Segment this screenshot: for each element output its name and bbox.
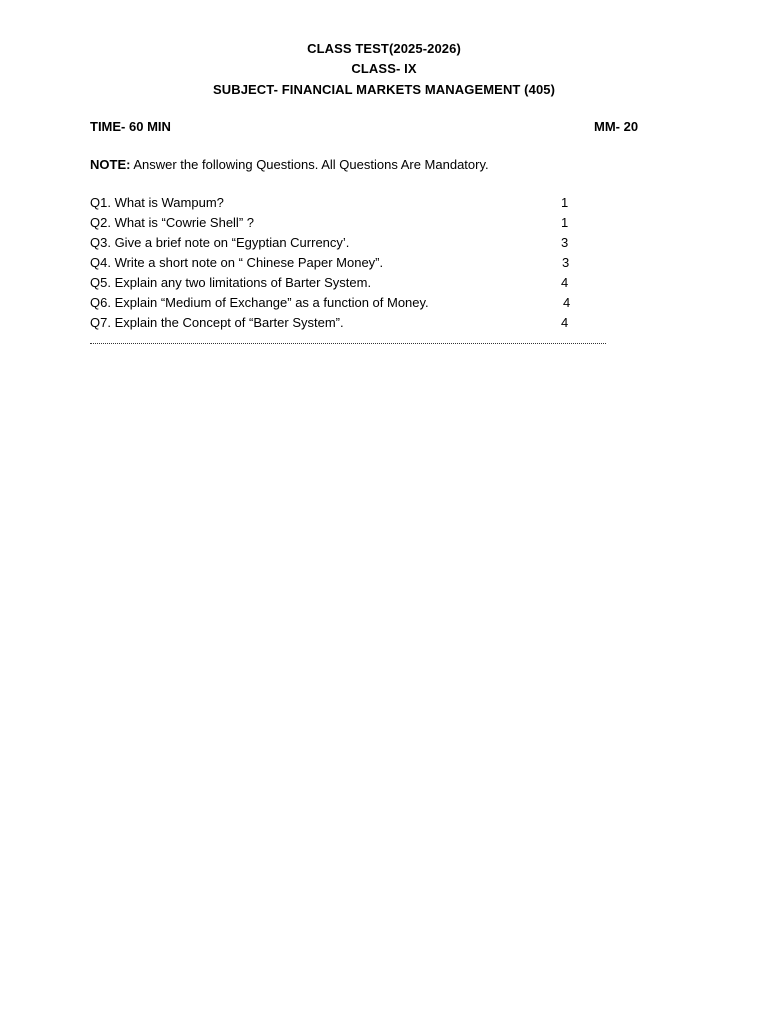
question-text: Q6. Explain “Medium of Exchange” as a function of Money. bbox=[90, 295, 429, 310]
class-label: CLASS- IX bbox=[351, 61, 417, 76]
question-marks: 3 bbox=[561, 235, 569, 250]
question-marks: 1 bbox=[561, 195, 569, 210]
question-text: Q2. What is “Cowrie Shell” ? bbox=[90, 215, 254, 230]
question-text: Q1. What is Wampum? bbox=[90, 195, 224, 210]
question-marks: 3 bbox=[562, 255, 570, 270]
question-marks: 4 bbox=[563, 295, 571, 310]
question-item bbox=[90, 215, 610, 235]
question-text: Q7. Explain the Concept of “Barter System”. bbox=[90, 315, 344, 330]
question-item bbox=[90, 255, 610, 275]
question-text: Q4. Write a short note on “ Chinese Paper Money”. bbox=[90, 255, 384, 270]
question-item bbox=[90, 315, 610, 335]
question-text: Q5. Explain any two limitations of Barter System. bbox=[90, 275, 372, 290]
note-text: Answer the following Questions. All Questions Are Mandatory. bbox=[130, 157, 489, 172]
question-list bbox=[90, 195, 610, 335]
question-item bbox=[90, 195, 610, 215]
question-item bbox=[90, 275, 610, 295]
subject-label: SUBJECT- FINANCIAL MARKETS MANAGEMENT (405) bbox=[212, 82, 556, 97]
note-label: NOTE: bbox=[90, 157, 131, 172]
dotted-end-rule bbox=[90, 343, 606, 344]
question-marks: 4 bbox=[561, 315, 569, 330]
instructions-note bbox=[90, 157, 489, 172]
question-item bbox=[90, 295, 610, 315]
max-marks-label: MM- 20 bbox=[594, 119, 639, 134]
question-text: Q3. Give a brief note on “Egyptian Currency’. bbox=[90, 235, 350, 250]
question-item bbox=[90, 235, 610, 255]
question-marks: 4 bbox=[561, 275, 569, 290]
question-marks: 1 bbox=[561, 215, 569, 230]
test-title: CLASS TEST(2025-2026) bbox=[307, 41, 461, 56]
time-label: TIME- 60 MIN bbox=[90, 119, 171, 134]
